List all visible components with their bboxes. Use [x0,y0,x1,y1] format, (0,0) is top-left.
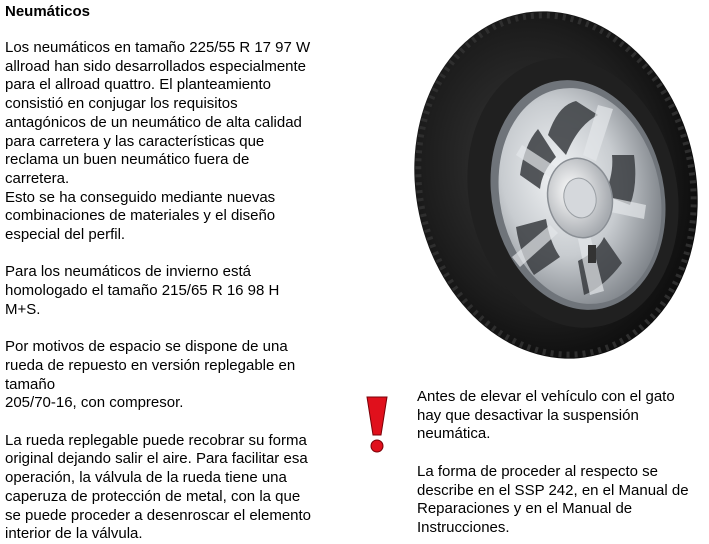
paragraph-spare-wheel: Por motivos de espacio se dispone de una rueda de repuesto en versión replegable en tamaño 205/70-16, con compresor. [5,338,296,412]
page-title: Neumáticos [5,3,91,20]
paragraph-warning-jack: Antes de elevar el vehículo con el gato hay que desactivar la suspensión neumática. [417,388,675,443]
note-text-column [417,388,709,538]
paragraph-collapsible-wheel: La rueda replegable puede recobrar su forma original dejando salir el aire. Para facilitar esa operación, la válvula de la rueda tiene una caperuza de protección de metal, con la que se puede proceder a desenroscar el elemento interior de la válvula. [5,431,312,543]
tire-image [408,5,704,365]
exclamation-warning-icon [364,395,390,455]
paragraph-procedure-reference: La forma de proceder al respecto se describe en el SSP 242, en el Manual de Reparaciones y en el Manual de Instrucciones. [417,462,689,536]
paragraph-winter-tires: Para los neumáticos de invierno está homologado el tamaño 215/65 R 16 98 H M+S. [5,263,280,318]
paragraph-tire-description: Los neumáticos en tamaño 225/55 R 17 97 W allroad han sido desarrollados especialmente para el allroad quattro. El planteamiento consistió en conjugar los requisitos antagónicos de un neumático de alta calidad para carretera y las características que reclama un buen neumático fuera de carretera. Esto se ha conseguido mediante nuevas combinaciones de materiales y el diseño especial del perfil. [5,39,311,244]
main-text-column [5,39,355,544]
